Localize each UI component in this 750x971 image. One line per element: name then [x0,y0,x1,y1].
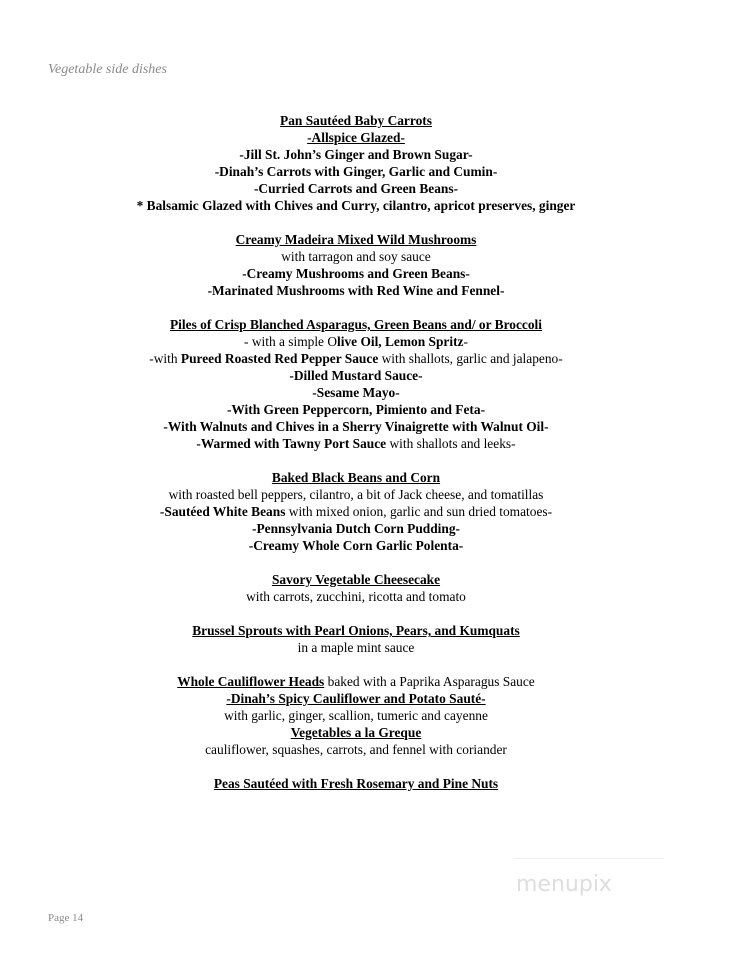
dish-variation: * Balsamic Glazed with Chives and Curry, cilantro, apricot preserves, ginger [136,198,576,213]
dish-variation: -Curried Carrots and Green Beans- [253,181,459,196]
menu-line [0,316,712,333]
menu-line [0,418,712,435]
menu-line [0,520,712,537]
menu-line [0,571,712,588]
menu-line [0,775,712,792]
menu-line [0,707,712,724]
menu-line [0,486,712,503]
menu-line [0,180,712,197]
menu-section [0,469,712,554]
menu-line [0,112,712,129]
dish-variation: Pureed Roasted Red Pepper Sauce [180,351,379,366]
menu-line [0,231,712,248]
menu-line [0,673,712,690]
dish-variation: -Dilled Mustard Sauce- [289,368,423,383]
menu-line [0,741,712,758]
dish-title: Pan Sautéed Baby Carrots [280,113,432,128]
menu-line [0,639,712,656]
dish-title: Piles of Crisp Blanched Asparagus, Green Beans and/ or Broccoli [170,317,542,332]
dish-variation: -Warmed with Tawny Port Sauce [196,436,387,451]
menu-line [0,197,712,214]
dish-variation: -Marinated Mushrooms with Red Wine and Fennel- [207,283,505,298]
menu-line [0,622,712,639]
menu-section [0,112,712,214]
watermark-logo: menupix [516,872,612,897]
menu-line [0,367,712,384]
menu-line [0,248,712,265]
menu-section [0,673,712,758]
dish-description: with shallots and leeks- [386,436,516,451]
menu-line [0,537,712,554]
menu-line [0,282,712,299]
menu-line [0,163,712,180]
dish-title: -Allspice Glazed- [307,130,405,145]
menu-line [0,333,712,350]
dish-title: Whole Cauliflower Heads [177,674,325,689]
menu-content [0,112,712,809]
dish-variation: -With Green Peppercorn, Pimiento and Feta- [226,402,486,417]
dish-variation: -Jill St. John’s Ginger and Brown Sugar- [239,147,473,162]
dish-description: - with a simple O [244,334,338,349]
menu-line [0,401,712,418]
dish-title: Baked Black Beans and Corn [271,470,441,485]
dish-variation: -Sautéed White Beans [159,504,286,519]
menu-line [0,146,712,163]
dish-variation: -Creamy Whole Corn Garlic Polenta- [248,538,464,553]
dish-description: with carrots, zucchini, ricotta and tomato [246,589,466,604]
dish-variation: live Oil, Lemon Spritz [337,334,464,349]
dish-description: - [463,334,468,349]
dish-title: Vegetables a la Greque [290,725,422,740]
menu-line [0,469,712,486]
dish-description: -with [149,351,181,366]
dish-variation: -Dinah’s Carrots with Ginger, Garlic and Cumin- [214,164,498,179]
dish-title: Savory Vegetable Cheesecake [271,572,441,587]
dish-description: with tarragon and soy sauce [281,249,431,264]
dish-description: with garlic, ginger, scallion, tumeric and cayenne [224,708,488,723]
menu-section [0,316,712,452]
menu-section [0,231,712,299]
dish-variation: -Sesame Mayo- [312,385,400,400]
menu-line [0,724,712,741]
watermark-divider [514,858,664,859]
menu-line [0,350,712,367]
dish-title: Peas Sautéed with Fresh Rosemary and Pine Nuts [213,776,499,791]
dish-title: Creamy Madeira Mixed Wild Mushrooms [235,232,477,247]
dish-description: with shallots, garlic and jalapeno- [378,351,563,366]
menu-line [0,384,712,401]
dish-variation: -Pennsylvania Dutch Corn Pudding- [252,521,460,536]
dish-description: cauliflower, squashes, carrots, and fennel with coriander [205,742,507,757]
menu-section [0,775,712,792]
page-header: Vegetable side dishes [48,62,167,77]
page-footer: Page 14 [48,912,84,924]
dish-title: -Dinah’s Spicy Cauliflower and Potato Sauté- [226,691,486,706]
menu-line [0,588,712,605]
dish-variation: -With Walnuts and Chives in a Sherry Vinaigrette with Walnut Oil- [163,419,549,434]
menu-line [0,129,712,146]
menu-line [0,690,712,707]
dish-variation: -Creamy Mushrooms and Green Beans- [242,266,470,281]
dish-description: in a maple mint sauce [297,640,415,655]
menu-section [0,571,712,605]
dish-description: with roasted bell peppers, cilantro, a bit of Jack cheese, and tomatillas [168,487,544,502]
dish-description: baked with a Paprika Asparagus Sauce [324,674,535,689]
menu-line [0,435,712,452]
dish-title: Brussel Sprouts with Pearl Onions, Pears, and Kumquats [192,623,520,638]
menu-line [0,265,712,282]
dish-description: with mixed onion, garlic and sun dried tomatoes- [285,504,553,519]
menu-line [0,503,712,520]
menu-section [0,622,712,656]
